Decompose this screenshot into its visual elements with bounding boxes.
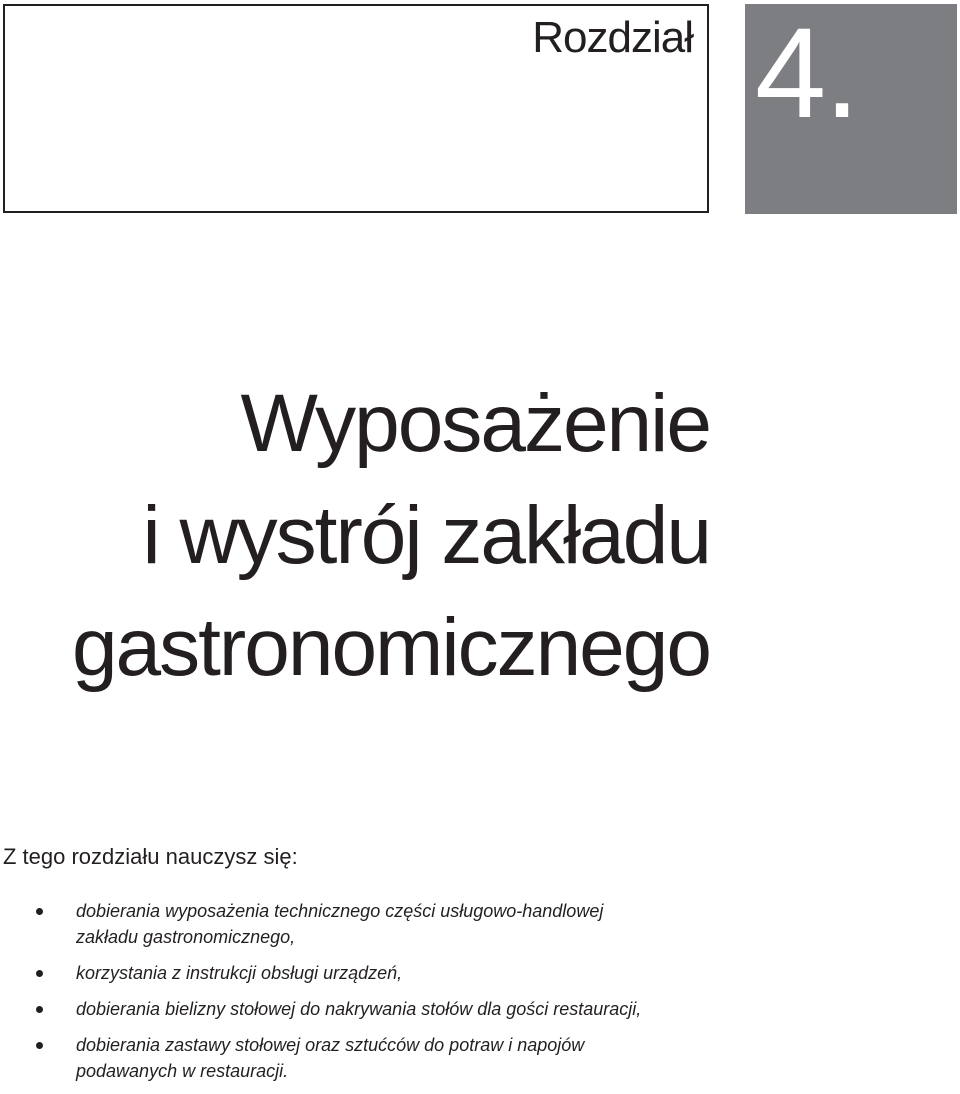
bullet-icon xyxy=(36,908,43,915)
chapter-title-line: Wyposażenie xyxy=(240,378,710,469)
chapter-title-line: i wystrój zakładu xyxy=(142,490,710,581)
list-item xyxy=(0,996,641,1022)
list-item-text: podawanych w restauracji. xyxy=(76,1061,289,1081)
chapter-label-box xyxy=(3,4,709,213)
bullet-icon xyxy=(36,1006,43,1013)
list-item-text: dobierania zastawy stołowej oraz sztućców do potraw i napojów xyxy=(76,1035,585,1055)
list-item-text: zakładu gastronomicznego, xyxy=(76,927,296,947)
bullet-icon xyxy=(36,1042,43,1049)
objectives-heading: Z tego rozdziału nauczysz się: xyxy=(3,844,298,869)
list-item-text: dobierania wyposażenia technicznego części usługowo-handlowej xyxy=(76,901,604,921)
chapter-title-line: gastronomicznego xyxy=(71,602,710,693)
list-item xyxy=(0,1032,641,1084)
list-item-text: dobierania bielizny stołowej do nakrywania stołów dla gości restauracji, xyxy=(76,999,642,1019)
chapter-title xyxy=(72,368,710,704)
list-item xyxy=(0,960,641,986)
chapter-label: Rozdział xyxy=(532,13,693,62)
chapter-number: 4. xyxy=(755,2,858,145)
bullet-icon xyxy=(36,970,43,977)
objectives-list xyxy=(0,898,641,1094)
chapter-number-box xyxy=(745,4,957,214)
list-item-text: korzystania z instrukcji obsługi urządzeń, xyxy=(76,963,403,983)
list-item xyxy=(0,898,641,950)
